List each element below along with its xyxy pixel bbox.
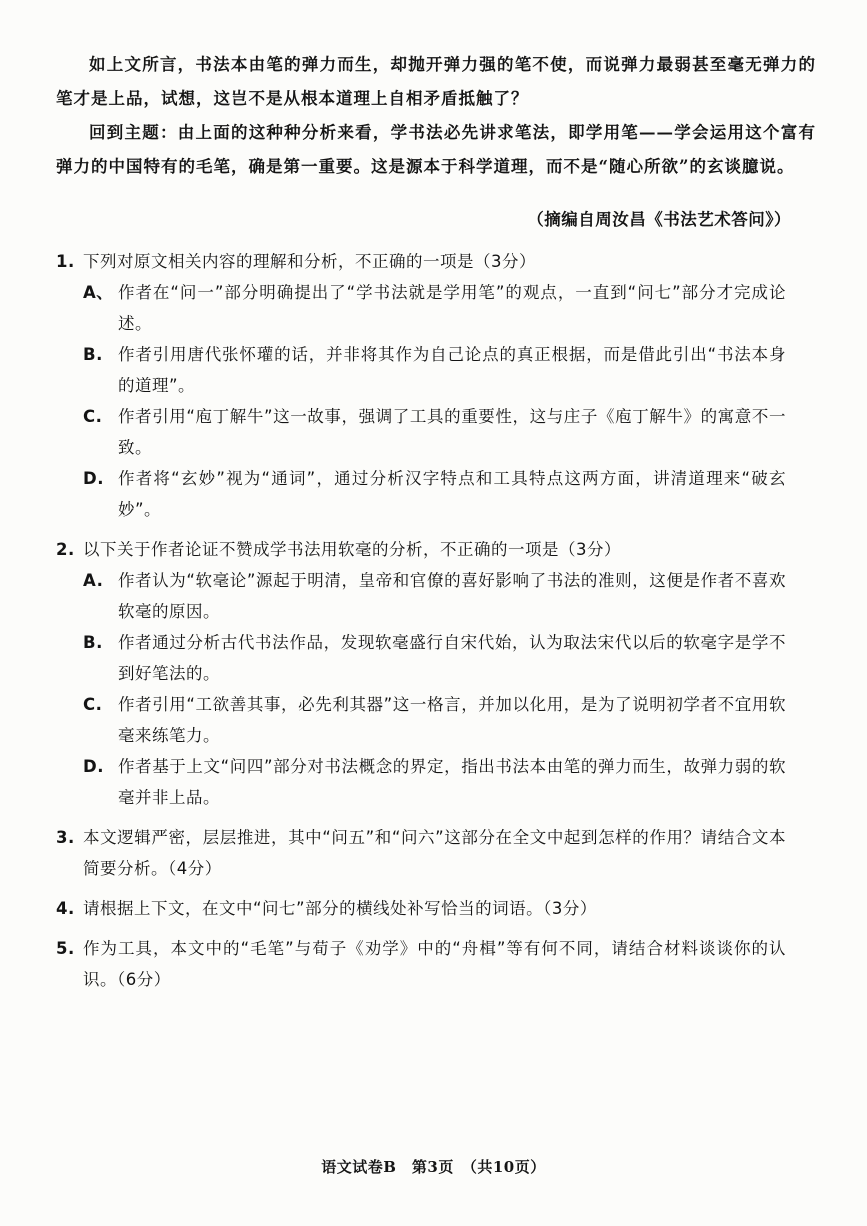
question-2 [56,534,786,813]
option-c [83,689,786,751]
question-4 [56,893,786,924]
option-letter: D. [83,469,104,488]
option-d [83,463,786,525]
passage-source: （摘编自周汝昌《书法艺术答问》） [527,210,791,229]
option-b [83,627,786,689]
option-letter: B. [83,633,103,652]
passage-paragraph-1: 如上文所言，书法本由笔的弹力而生，却抛开弹力强的笔不使，而说弹力最弱甚至毫无弹力的笔才是上品，试想，这岂不是从根本道理上自相矛盾抵触了？ [56,55,816,108]
option-letter: D. [83,757,104,776]
question-number: 5. [56,939,75,958]
question-number: 4. [56,899,75,918]
option-letter: A、 [83,283,114,302]
question-number: 3. [56,828,75,847]
option-d [83,751,786,813]
reading-passage [56,48,816,184]
option-text: 作者在“问一”部分明确提出了“学书法就是学用笔”的观点，一直到“问七”部分才完成论述。 [118,283,786,333]
option-b [83,339,786,401]
question-number: 1. [56,252,75,271]
passage-paragraph-2: 回到主题：由上面的这种种分析来看，学书法必先讲求笔法，即学用笔——学会运用这个富有弹力的中国特有的毛笔，确是第一重要。这是源本于科学道理，而不是“随心所欲”的玄谈臆说。 [56,123,816,176]
question-stem: 请根据上下文，在文中“问七”部分的横线处补写恰当的词语。（3分） [83,899,597,918]
question-stem: 本文逻辑严密，层层推进，其中“问五”和“问六”这部分在全文中起到怎样的作用？请结合文本简要分析。（4分） [83,828,786,878]
option-letter: C. [83,407,103,426]
question-stem: 以下关于作者论证不赞成学书法用软毫的分析，不正确的一项是（3分） [83,540,621,559]
question-stem: 下列对原文相关内容的理解和分析，不正确的一项是（3分） [83,252,536,271]
option-text: 作者引用唐代张怀瓘的话，并非将其作为自己论点的真正根据，而是借此引出“书法本身的道理”。 [118,345,786,395]
option-text: 作者通过分析古代书法作品，发现软毫盛行自宋代始，认为取法宋代以后的软毫字是学不到好笔法的。 [118,633,786,683]
option-c [83,401,786,463]
option-letter: B. [83,345,103,364]
question-5 [56,933,786,995]
option-letter: C. [83,695,103,714]
option-text: 作者引用“庖丁解牛”这一故事，强调了工具的重要性，这与庄子《庖丁解牛》的寓意不一致。 [118,407,786,457]
option-text: 作者将“玄妙”视为“通词”，通过分析汉字特点和工具特点这两方面，讲清道理来“破玄妙”。 [118,469,786,519]
question-3 [56,822,786,884]
option-text: 作者认为“软毫论”源起于明清，皇帝和官僚的喜好影响了书法的准则，这便是作者不喜欢软毫的原因。 [118,571,786,621]
page-footer: 语文试卷B 第3页 （共10页） [321,1158,546,1176]
question-number: 2. [56,540,75,559]
option-text: 作者基于上文“问四”部分对书法概念的界定，指出书法本由笔的弹力而生，故弹力弱的软毫并非上品。 [118,757,786,807]
option-a [83,565,786,627]
question-stem: 作为工具，本文中的“毛笔”与荀子《劝学》中的“舟楫”等有何不同，请结合材料谈谈你的认识。（6分） [83,939,786,989]
option-letter: A. [83,571,104,590]
question-1 [56,246,786,525]
question-list [56,246,786,1004]
option-text: 作者引用“工欲善其事，必先利其器”这一格言，并加以化用，是为了说明初学者不宜用软毫来练笔力。 [118,695,786,745]
option-a [83,277,786,339]
